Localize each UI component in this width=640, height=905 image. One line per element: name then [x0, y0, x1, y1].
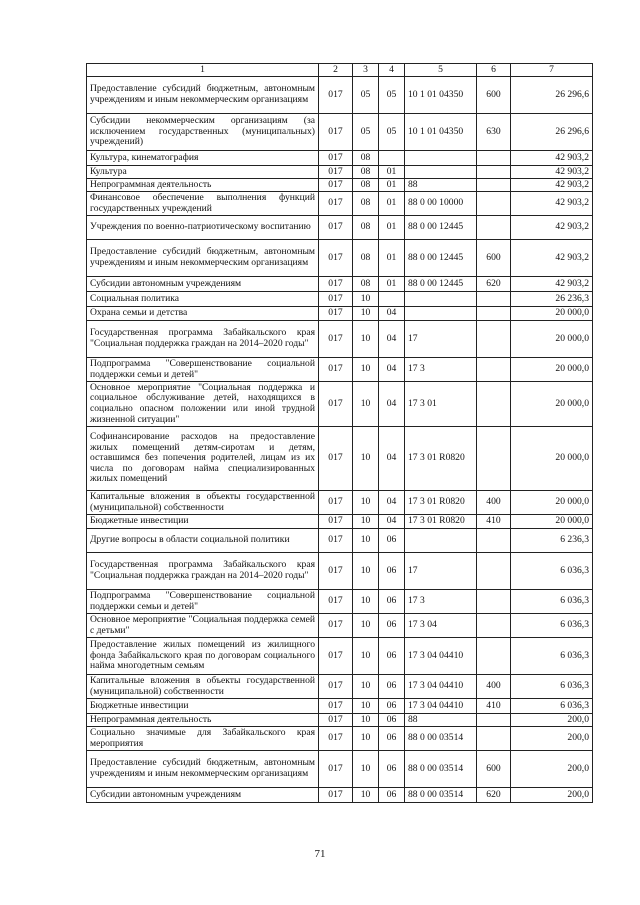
table-row [87, 240, 593, 277]
expense-type-code: 620 [477, 788, 511, 803]
target-item-code: 10 1 01 04350 [405, 77, 477, 114]
row-name: Социальная политика [87, 292, 319, 307]
amount: 20 000,0 [511, 321, 593, 358]
target-item-code: 88 [405, 714, 477, 727]
row-name: Предоставление жилых помещений из жилищного фонда Забайкальского края по договорам социального найма многодетным семьям [87, 638, 319, 675]
amount: 20 000,0 [511, 358, 593, 382]
subsection-code: 05 [379, 77, 405, 114]
ministry-code: 017 [319, 307, 353, 321]
page-number: 71 [314, 848, 326, 860]
subsection-code: 04 [379, 358, 405, 382]
row-name: Предоставление субсидий бюджетным, автономным учреждениям и иным некоммерческим организациям [87, 77, 319, 114]
column-number: 5 [405, 64, 477, 77]
target-item-code: 88 0 00 03514 [405, 751, 477, 788]
table-row [87, 788, 593, 803]
ministry-code: 017 [319, 382, 353, 427]
table-row [87, 553, 593, 590]
table-row [87, 358, 593, 382]
row-name: Другие вопросы в области социальной политики [87, 529, 319, 553]
amount: 6 036,3 [511, 638, 593, 675]
table-row [87, 638, 593, 675]
row-name: Субсидии автономным учреждениям [87, 277, 319, 292]
expense-type-code [477, 727, 511, 751]
expense-type-code: 400 [477, 675, 511, 699]
section-code: 10 [353, 727, 379, 751]
column-number: 1 [87, 64, 319, 77]
expense-type-code [477, 192, 511, 216]
section-code: 10 [353, 638, 379, 675]
expense-type-code [477, 151, 511, 166]
target-item-code: 17 3 01 [405, 382, 477, 427]
target-item-code: 88 0 00 12445 [405, 277, 477, 292]
subsection-code: 06 [379, 590, 405, 614]
ministry-code: 017 [319, 358, 353, 382]
table-row [87, 114, 593, 151]
target-item-code: 88 [405, 179, 477, 192]
ministry-code: 017 [319, 114, 353, 151]
section-code: 10 [353, 614, 379, 638]
ministry-code: 017 [319, 179, 353, 192]
subsection-code: 06 [379, 529, 405, 553]
section-code: 10 [353, 699, 379, 714]
row-name: Подпрограмма "Совершенствование социальной поддержки семьи и детей" [87, 590, 319, 614]
row-name: Охрана семьи и детства [87, 307, 319, 321]
section-code: 10 [353, 529, 379, 553]
section-code: 08 [353, 166, 379, 179]
amount: 42 903,2 [511, 179, 593, 192]
subsection-code: 06 [379, 788, 405, 803]
table-row [87, 590, 593, 614]
row-name: Софинансирование расходов на предоставление жилых помещений детям-сиротам и детям, оставшимся без попечения родителей, лицам из их числа по договорам найма специализированных жилых помещений [87, 427, 319, 491]
section-code: 10 [353, 292, 379, 307]
budget-table [86, 63, 593, 803]
row-name: Культура, кинематография [87, 151, 319, 166]
amount: 42 903,2 [511, 151, 593, 166]
table-row [87, 427, 593, 491]
column-number-row [87, 64, 593, 77]
section-code: 10 [353, 788, 379, 803]
amount: 20 000,0 [511, 515, 593, 529]
expense-type-code [477, 590, 511, 614]
ministry-code: 017 [319, 553, 353, 590]
table-row [87, 515, 593, 529]
amount: 42 903,2 [511, 166, 593, 179]
subsection-code: 06 [379, 699, 405, 714]
subsection-code: 06 [379, 614, 405, 638]
subsection-code [379, 292, 405, 307]
expense-type-code [477, 553, 511, 590]
table-row [87, 714, 593, 727]
amount: 20 000,0 [511, 382, 593, 427]
subsection-code: 06 [379, 553, 405, 590]
subsection-code: 06 [379, 714, 405, 727]
ministry-code: 017 [319, 427, 353, 491]
ministry-code: 017 [319, 638, 353, 675]
row-name: Государственная программа Забайкальского края "Социальная поддержка граждан на 2014–2020 годы" [87, 321, 319, 358]
row-name: Непрограммная деятельность [87, 179, 319, 192]
target-item-code: 17 [405, 553, 477, 590]
amount: 6 036,3 [511, 614, 593, 638]
row-name: Финансовое обеспечение выполнения функций государственных учреждений [87, 192, 319, 216]
row-name: Предоставление субсидий бюджетным, автономным учреждениям и иным некоммерческим организациям [87, 751, 319, 788]
table-row [87, 151, 593, 166]
subsection-code: 01 [379, 166, 405, 179]
table-row [87, 192, 593, 216]
expense-type-code [477, 321, 511, 358]
amount: 42 903,2 [511, 192, 593, 216]
ministry-code: 017 [319, 788, 353, 803]
subsection-code: 06 [379, 675, 405, 699]
table-row [87, 529, 593, 553]
ministry-code: 017 [319, 529, 353, 553]
table-row [87, 727, 593, 751]
section-code: 08 [353, 216, 379, 240]
subsection-code: 04 [379, 321, 405, 358]
expense-type-code [477, 307, 511, 321]
amount: 20 000,0 [511, 427, 593, 491]
target-item-code [405, 529, 477, 553]
amount: 20 000,0 [511, 307, 593, 321]
expense-type-code [477, 638, 511, 675]
target-item-code [405, 151, 477, 166]
table-row [87, 77, 593, 114]
expense-type-code: 410 [477, 515, 511, 529]
subsection-code: 06 [379, 751, 405, 788]
subsection-code: 01 [379, 277, 405, 292]
subsection-code: 01 [379, 240, 405, 277]
ministry-code: 017 [319, 77, 353, 114]
subsection-code: 01 [379, 192, 405, 216]
row-name: Капитальные вложения в объекты государственной (муниципальной) собственности [87, 491, 319, 515]
column-number: 3 [353, 64, 379, 77]
section-code: 10 [353, 307, 379, 321]
amount: 6 036,3 [511, 675, 593, 699]
amount: 200,0 [511, 727, 593, 751]
amount: 26 296,6 [511, 114, 593, 151]
section-code: 08 [353, 277, 379, 292]
target-item-code: 17 3 04 [405, 614, 477, 638]
row-name: Субсидии некоммерческим организациям (за исключением государственных (муниципальных) учреждений) [87, 114, 319, 151]
table-row [87, 699, 593, 714]
table-row [87, 321, 593, 358]
target-item-code: 88 0 00 03514 [405, 727, 477, 751]
amount: 42 903,2 [511, 216, 593, 240]
ministry-code: 017 [319, 491, 353, 515]
target-item-code: 17 3 01 R0820 [405, 515, 477, 529]
target-item-code: 17 3 01 R0820 [405, 427, 477, 491]
target-item-code: 88 0 00 12445 [405, 240, 477, 277]
row-name: Учреждения по военно-патриотическому воспитанию [87, 216, 319, 240]
section-code: 08 [353, 151, 379, 166]
row-name: Государственная программа Забайкальского края "Социальная поддержка граждан на 2014–2020 годы" [87, 553, 319, 590]
section-code: 10 [353, 675, 379, 699]
row-name: Основное мероприятие "Социальная поддержка и социальное обслуживание детей, находящихся в социально опасном положении или иной трудной жизненной ситуации" [87, 382, 319, 427]
row-name: Культура [87, 166, 319, 179]
amount: 200,0 [511, 714, 593, 727]
amount: 6 236,3 [511, 529, 593, 553]
table-row [87, 277, 593, 292]
ministry-code: 017 [319, 321, 353, 358]
table-row [87, 179, 593, 192]
amount: 200,0 [511, 788, 593, 803]
column-number: 6 [477, 64, 511, 77]
section-code: 10 [353, 515, 379, 529]
amount: 6 036,3 [511, 699, 593, 714]
section-code: 10 [353, 321, 379, 358]
amount: 42 903,2 [511, 240, 593, 277]
ministry-code: 017 [319, 515, 353, 529]
row-name: Предоставление субсидий бюджетным, автономным учреждениям и иным некоммерческим организациям [87, 240, 319, 277]
ministry-code: 017 [319, 675, 353, 699]
amount: 42 903,2 [511, 277, 593, 292]
row-name: Подпрограмма "Совершенствование социальной поддержки семьи и детей" [87, 358, 319, 382]
table-row [87, 292, 593, 307]
target-item-code: 88 0 00 10000 [405, 192, 477, 216]
target-item-code: 17 3 [405, 358, 477, 382]
subsection-code: 04 [379, 491, 405, 515]
subsection-code [379, 151, 405, 166]
table-row [87, 491, 593, 515]
amount: 26 236,3 [511, 292, 593, 307]
expense-type-code: 600 [477, 77, 511, 114]
target-item-code: 17 [405, 321, 477, 358]
row-name: Субсидии автономным учреждениям [87, 788, 319, 803]
amount: 6 036,3 [511, 590, 593, 614]
ministry-code: 017 [319, 240, 353, 277]
ministry-code: 017 [319, 292, 353, 307]
amount: 6 036,3 [511, 553, 593, 590]
ministry-code: 017 [319, 192, 353, 216]
section-code: 05 [353, 77, 379, 114]
section-code: 08 [353, 179, 379, 192]
row-name: Капитальные вложения в объекты государственной (муниципальной) собственности [87, 675, 319, 699]
section-code: 10 [353, 358, 379, 382]
target-item-code: 17 3 04 04410 [405, 638, 477, 675]
target-item-code: 88 0 00 03514 [405, 788, 477, 803]
expense-type-code [477, 216, 511, 240]
column-number: 2 [319, 64, 353, 77]
expense-type-code [477, 427, 511, 491]
target-item-code: 17 3 01 R0820 [405, 491, 477, 515]
subsection-code: 04 [379, 307, 405, 321]
subsection-code: 04 [379, 382, 405, 427]
subsection-code: 06 [379, 638, 405, 675]
subsection-code: 06 [379, 727, 405, 751]
target-item-code: 88 0 00 12445 [405, 216, 477, 240]
ministry-code: 017 [319, 751, 353, 788]
table-row [87, 216, 593, 240]
target-item-code: 17 3 04 04410 [405, 675, 477, 699]
ministry-code: 017 [319, 151, 353, 166]
expense-type-code [477, 292, 511, 307]
section-code: 10 [353, 491, 379, 515]
ministry-code: 017 [319, 727, 353, 751]
target-item-code: 17 3 [405, 590, 477, 614]
row-name: Бюджетные инвестиции [87, 515, 319, 529]
expense-type-code [477, 382, 511, 427]
expense-type-code [477, 358, 511, 382]
ministry-code: 017 [319, 590, 353, 614]
section-code: 05 [353, 114, 379, 151]
table-row [87, 675, 593, 699]
row-name: Основное мероприятие "Социальная поддержка семей с детьми" [87, 614, 319, 638]
subsection-code: 05 [379, 114, 405, 151]
table-row [87, 382, 593, 427]
section-code: 10 [353, 751, 379, 788]
expense-type-code [477, 529, 511, 553]
table-row [87, 166, 593, 179]
section-code: 10 [353, 714, 379, 727]
section-code: 10 [353, 590, 379, 614]
expense-type-code [477, 166, 511, 179]
amount: 26 296,6 [511, 77, 593, 114]
subsection-code: 01 [379, 216, 405, 240]
expense-type-code: 630 [477, 114, 511, 151]
target-item-code: 17 3 04 04410 [405, 699, 477, 714]
table-row [87, 307, 593, 321]
table-row [87, 751, 593, 788]
column-number: 7 [511, 64, 593, 77]
expense-type-code: 620 [477, 277, 511, 292]
subsection-code: 04 [379, 515, 405, 529]
row-name: Непрограммная деятельность [87, 714, 319, 727]
expense-type-code: 400 [477, 491, 511, 515]
target-item-code: 10 1 01 04350 [405, 114, 477, 151]
section-code: 08 [353, 240, 379, 277]
section-code: 08 [353, 192, 379, 216]
expense-type-code [477, 714, 511, 727]
section-code: 10 [353, 382, 379, 427]
target-item-code [405, 307, 477, 321]
ministry-code: 017 [319, 277, 353, 292]
expense-type-code [477, 179, 511, 192]
expense-type-code [477, 614, 511, 638]
table-row [87, 614, 593, 638]
ministry-code: 017 [319, 216, 353, 240]
expense-type-code: 600 [477, 240, 511, 277]
section-code: 10 [353, 553, 379, 590]
row-name: Социально значимые для Забайкальского края мероприятия [87, 727, 319, 751]
expense-type-code: 600 [477, 751, 511, 788]
ministry-code: 017 [319, 714, 353, 727]
subsection-code: 01 [379, 179, 405, 192]
row-name: Бюджетные инвестиции [87, 699, 319, 714]
expense-type-code: 410 [477, 699, 511, 714]
column-number: 4 [379, 64, 405, 77]
section-code: 10 [353, 427, 379, 491]
amount: 20 000,0 [511, 491, 593, 515]
ministry-code: 017 [319, 166, 353, 179]
subsection-code: 04 [379, 427, 405, 491]
ministry-code: 017 [319, 614, 353, 638]
ministry-code: 017 [319, 699, 353, 714]
target-item-code [405, 166, 477, 179]
table-body [87, 77, 593, 803]
target-item-code [405, 292, 477, 307]
amount: 200,0 [511, 751, 593, 788]
